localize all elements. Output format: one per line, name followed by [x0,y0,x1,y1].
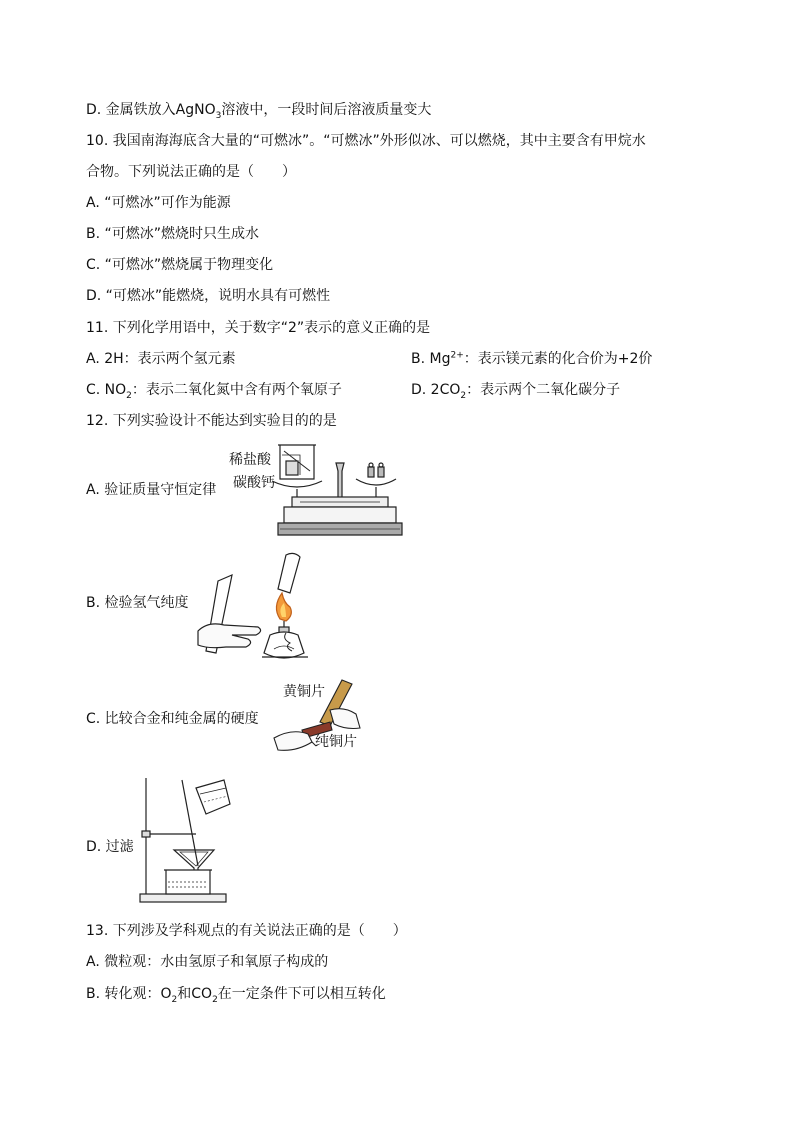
label-pure-copper: 纯铜片 [315,734,357,750]
hydrogen-test-figure [198,553,328,663]
alcohol-lamp-test-tube-icon [198,553,328,663]
q11-option-b: B. $Mg^{2+}$：表示镁元素的化合价为+2价 [411,350,653,367]
q11-option-c: C. $NO_2$：表示二氧化氮中含有两个氧原子 [86,382,342,401]
filter-stand-icon [140,774,232,904]
label-brass: 黄铜片 [283,684,325,700]
label-calcium-carbonate: 碳酸钙 [233,475,275,491]
q11-stem: 11. 下列化学用语中，关于数字“2”表示的意义正确的是 [86,320,431,336]
q10-option-b: B. “可燃冰”燃烧时只生成水 [86,226,260,242]
q10-stem-line2: 合物。下列说法正确的是（ ） [86,164,296,180]
q12-option-d: D. 过滤 [86,839,134,855]
balance-figure [270,441,400,539]
label-dilute-hcl: 稀盐酸 [229,452,271,468]
q11-option-d: D. $2CO_2$：表示两个二氧化碳分子 [411,382,621,401]
hardness-figure [272,680,364,754]
q13-option-b: B. 转化观：$O_2$和$CO_2$在一定条件下可以相互转化 [86,986,386,1005]
balance-icon [270,441,400,539]
q9-option-d: D. 金属铁放入AgNO$_3$溶液中，一段时间后溶液质量变大 [86,102,432,121]
q11-option-a: A. 2H：表示两个氢元素 [86,351,236,367]
q10-stem-line1: 10. 我国南海海底含大量的“可燃冰”。“可燃冰”外形似冰、可以燃烧，其中主要含有甲烷水 [86,133,646,149]
q10-option-a: A. “可燃冰”可作为能源 [86,195,231,211]
q13-stem: 13. 下列涉及学科观点的有关说法正确的是（ ） [86,923,407,939]
q10-option-d: D. “可燃冰”能燃烧，说明水具有可燃性 [86,288,331,304]
q12-option-b: B. 检验氢气纯度 [86,595,189,611]
scratch-plates-icon [272,680,364,754]
q12-stem: 12. 下列实验设计不能达到实验目的的是 [86,413,337,429]
q12-option-a: A. 验证质量守恒定律 [86,482,217,498]
filtration-figure [140,774,232,904]
q13-option-a: A. 微粒观：水由氢原子和氧原子构成的 [86,954,329,970]
q10-option-c: C. “可燃冰”燃烧属于物理变化 [86,257,274,273]
q12-option-c: C. 比较合金和纯金属的硬度 [86,711,259,727]
